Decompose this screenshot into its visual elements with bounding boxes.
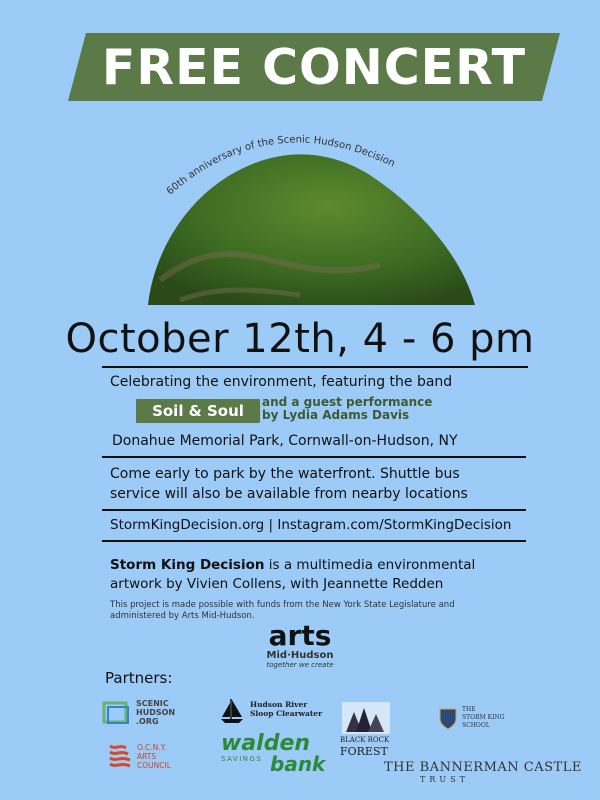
page-title: FREE CONCERT bbox=[101, 38, 527, 96]
divider bbox=[102, 366, 528, 368]
guest-performance-text bbox=[262, 396, 432, 422]
about-text-2: artwork by Vivien Collens, with Jeannette Redden bbox=[110, 576, 444, 592]
guest-line-1: and a guest performance bbox=[262, 395, 433, 409]
arts-logo-tagline: together we create bbox=[266, 661, 334, 669]
arts-logo-main: arts bbox=[268, 619, 332, 652]
council-line-3: COUNCIL bbox=[137, 761, 171, 770]
black-rock-line-1: BLACK ROCK bbox=[340, 736, 390, 744]
parking-info bbox=[110, 464, 530, 504]
partners-heading: Partners: bbox=[105, 669, 173, 687]
sks-line-2: STORM KING bbox=[462, 714, 505, 721]
arts-logo-sub: Mid·Hudson bbox=[266, 650, 334, 661]
shield-icon bbox=[438, 707, 458, 731]
walden-logo-bank: bank bbox=[270, 752, 326, 776]
bannerman-trust-text: TRUST bbox=[420, 775, 469, 784]
walden-logo-word: walden bbox=[221, 731, 311, 756]
walden-logo-savings: SAVINGS bbox=[221, 755, 263, 763]
band-name-badge: Soil & Soul bbox=[136, 399, 260, 423]
arts-mid-hudson-logo bbox=[250, 619, 350, 669]
council-line-1: O.C.N.Y. bbox=[137, 743, 167, 752]
funding-line-1: This project is made possible with funds from the New York State Legislature and bbox=[110, 600, 455, 610]
storm-king-school-logo-text bbox=[462, 706, 505, 730]
sloop-line-2: Sloop Clearwater bbox=[250, 709, 323, 718]
bannerman-castle-logo-text: THE BANNERMAN CASTLE bbox=[384, 760, 582, 775]
black-rock-forest-logo-icon bbox=[342, 702, 390, 734]
sks-line-3: SCHOOL bbox=[462, 722, 490, 729]
artwork-title: Storm King Decision bbox=[110, 557, 265, 573]
black-rock-forest-logo-text bbox=[340, 735, 389, 757]
event-date-time: October 12th, 4 - 6 pm bbox=[65, 316, 535, 362]
scenic-hudson-line-2: HUDSON bbox=[136, 708, 176, 717]
anniversary-arc-text: 60th anniversary of the Scenic Hudson Decision bbox=[164, 134, 397, 198]
divider bbox=[102, 540, 526, 542]
scenic-hudson-logo-icon bbox=[102, 701, 130, 725]
scenic-hudson-logo-text bbox=[136, 699, 175, 726]
website-links[interactable]: StormKingDecision.org | Instagram.com/StormKingDecision bbox=[110, 517, 512, 533]
celebrating-text: Celebrating the environment, featuring the band bbox=[110, 374, 453, 390]
black-rock-line-2: FOREST bbox=[340, 745, 388, 758]
location-text: Donahue Memorial Park, Cornwall-on-Hudson, NY bbox=[112, 433, 458, 449]
sloop-clearwater-logo-text bbox=[250, 700, 322, 718]
divider bbox=[102, 456, 526, 458]
arts-council-logo-icon bbox=[106, 742, 134, 770]
funding-line-2: administered by Arts Mid-Hudson. bbox=[110, 611, 255, 621]
mountain-image bbox=[140, 100, 480, 310]
scenic-hudson-line-1: SCENIC bbox=[136, 699, 169, 708]
parking-line-2: service will also be available from nearby locations bbox=[110, 486, 468, 502]
about-text bbox=[110, 556, 530, 594]
sloop-line-1: Hudson River bbox=[250, 700, 308, 709]
sks-line-1: THE bbox=[462, 706, 476, 713]
arts-council-logo-text bbox=[137, 743, 171, 770]
council-line-2: ARTS bbox=[137, 752, 157, 761]
sailboat-icon bbox=[220, 697, 244, 725]
divider bbox=[102, 509, 526, 511]
scenic-hudson-line-3: .ORG bbox=[136, 717, 159, 726]
about-text-1: is a multimedia environmental bbox=[264, 557, 476, 573]
guest-line-2: by Lydia Adams Davis bbox=[262, 408, 410, 422]
parking-line-1: Come early to park by the waterfront. Shuttle bus bbox=[110, 466, 460, 482]
